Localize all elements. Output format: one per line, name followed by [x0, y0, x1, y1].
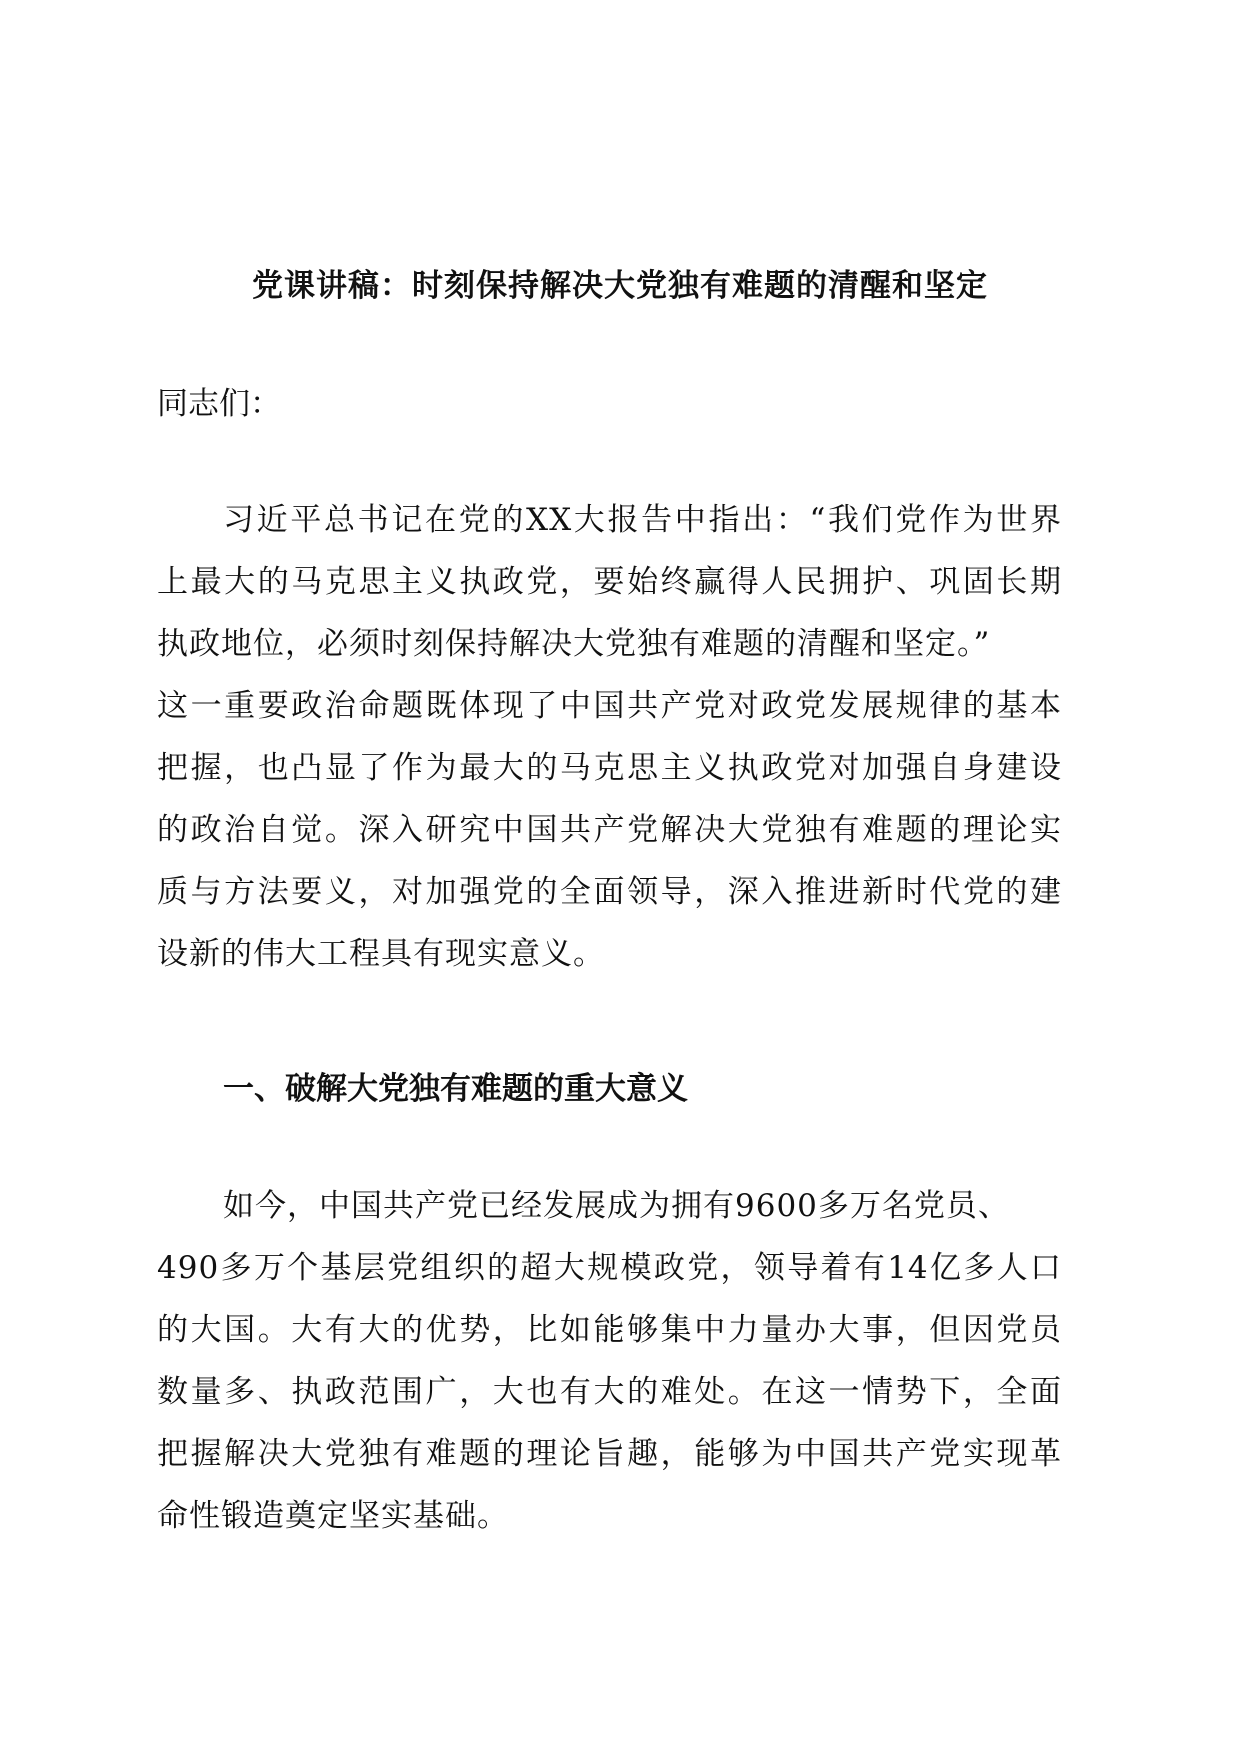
paragraph-line: 数量多、执政范围广，大也有大的难处。在这一情势下，全面	[157, 1374, 1062, 1410]
paragraph-line: 这一重要政治命题既体现了中国共产党对政党发展规律的基本	[157, 688, 1062, 724]
paragraph-line: 490多万个基层党组织的超大规模政党，领导着有14亿多人口	[157, 1250, 1062, 1286]
salutation: 同志们：	[157, 386, 281, 422]
section-heading: 一、破解大党独有难题的重大意义	[223, 1071, 688, 1107]
paragraph-intro	[157, 489, 1062, 985]
paragraph-line: 命性锻造奠定坚实基础。	[157, 1498, 509, 1534]
paragraph-line: 把握，也凸显了作为最大的马克思主义执政党对加强自身建设	[157, 750, 1062, 786]
paragraph-line: 质与方法要义，对加强党的全面领导，深入推进新时代党的建	[157, 874, 1062, 910]
paragraph-line: 设新的伟大工程具有现实意义。	[157, 936, 605, 972]
paragraph-line: 习近平总书记在党的XX大报告中指出：“我们党作为世界	[223, 502, 1062, 538]
paragraph-line: 如今，中国共产党已经发展成为拥有9600多万名党员、	[223, 1188, 1010, 1224]
paragraph-line: 执政地位，必须时刻保持解决大党独有难题的清醒和坚定。”	[157, 626, 991, 662]
paragraph-line: 的政治自觉。深入研究中国共产党解决大党独有难题的理论实	[157, 812, 1062, 848]
document-title: 党课讲稿：时刻保持解决大党独有难题的清醒和坚定	[252, 268, 988, 304]
paragraph-line: 上最大的马克思主义执政党，要始终赢得人民拥护、巩固长期	[157, 564, 1062, 600]
paragraph-line: 的大国。大有大的优势，比如能够集中力量办大事，但因党员	[157, 1312, 1062, 1348]
paragraph-line: 把握解决大党独有难题的理论旨趣，能够为中国共产党实现革	[157, 1436, 1062, 1472]
paragraph-section-1	[157, 1175, 1062, 1547]
